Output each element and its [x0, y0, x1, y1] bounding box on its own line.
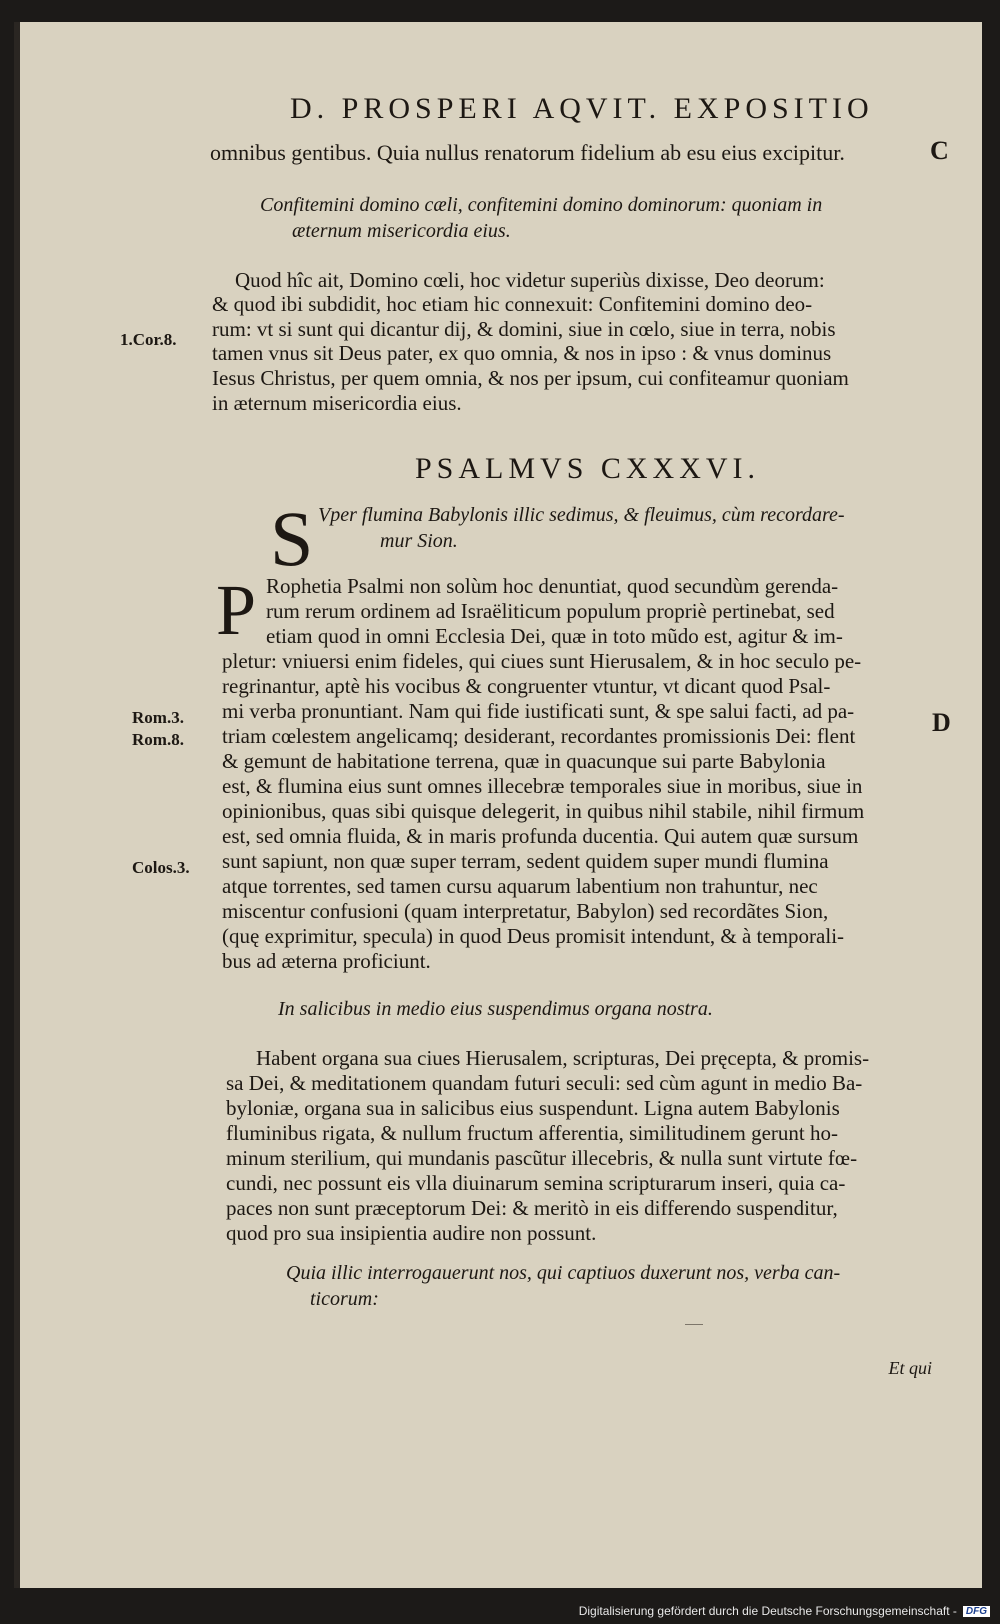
text-line: est, & flumina eius sunt omnes illecebræ temporales siue in moribus, siue in — [222, 774, 863, 798]
text-line: byloniæ, organa sua in salicibus eius suspendunt. Ligna autem Babylonis — [226, 1096, 840, 1120]
verse-line: mur Sion. — [380, 530, 458, 552]
text-line: opinionibus, quas sibi quisque delegerit, in quibus nihil stabile, nihil firmum — [222, 799, 865, 823]
text-line: etiam quod in omni Ecclesia Dei, quæ in toto mũdo est, agitur & im- — [266, 624, 843, 648]
text-line: Habent organa sua ciues Hierusalem, scripturas, Dei pręcepta, & promis- — [256, 1046, 870, 1070]
rule-mark — [685, 1324, 703, 1325]
text-line: fluminibus rigata, & nullum fructum afferentia, similitudinem gerunt ho- — [226, 1121, 838, 1145]
text-line: & quod ibi subdidit, hoc etiam hic connexuit: Confitemini domino deo- — [212, 292, 813, 316]
verse-line: Vper flumina Babylonis illic sedimus, & fleuimus, cùm recordare- — [318, 504, 845, 526]
text-line: bus ad æterna proficiunt. — [222, 949, 431, 973]
text-line: (quę exprimitur, specula) in quod Deus promisit intendunt, & à temporali- — [222, 924, 845, 948]
text-line: mi verba pronuntiant. Nam qui fide iustificati sunt, & spe salui facti, ad pa- — [222, 699, 855, 723]
text-line: cundi, nec possunt eis vlla diuinarum semina scripturarum inseri, quia ca- — [226, 1171, 846, 1195]
text-line: sa Dei, & meditationem quandam futuri seculi: sed cùm agunt in medio Ba- — [226, 1071, 863, 1095]
text-line: minum sterilium, qui mundanis pascũtur illecebris, & nulla sunt virtute fœ- — [226, 1146, 858, 1170]
text-line: pletur: vniuersi enim fideles, qui ciues sunt Hierusalem, & in hoc seculo pe- — [222, 649, 862, 673]
text-line: regrinantur, aptè his vocibus & congruenter vtuntur, vt dicant quod Psal- — [222, 674, 831, 698]
text-line: paces non sunt præceptorum Dei: & meritò in eis differendo suspenditur, — [226, 1196, 838, 1220]
text-line: triam cœlestem angelicamq; desiderant, recordantes promissionis Dei: flent — [222, 724, 856, 748]
catchword: Et qui — [888, 1358, 932, 1378]
text-line: est, sed omnia fluida, & in maris profunda ducentia. Qui autem quæ sursum — [222, 824, 859, 848]
text-line: rum: vt si sunt qui dicantur dij, & domini, siue in cœlo, siue in terra, nobis — [212, 317, 836, 341]
digitization-footer — [579, 1604, 990, 1618]
verse-line: Quia illic interrogauerunt nos, qui captiuos duxerunt nos, verba can- — [286, 1262, 841, 1284]
text-line: rum rerum ordinem ad Israëliticum populum propriè pertinebat, sed — [266, 599, 835, 623]
text-line: miscentur confusioni (quam interpretatur, Babylon) sed recordãtes Sion, — [222, 899, 829, 923]
psalm-title: PSALMVS CXXXVI. — [415, 452, 761, 485]
text-line: quod pro sua insipientia audire non possunt. — [226, 1221, 597, 1245]
opening-line: omnibus gentibus. Quia nullus renatorum fidelium ab esu eius excipitur. — [210, 140, 845, 165]
marginal-note-rom3: Rom.3. — [132, 708, 184, 727]
text-line: tamen vnus sit Deus pater, ex quo omnia, & nos in ipso : & vnus dominus — [212, 341, 832, 365]
book-page — [14, 22, 982, 1588]
verse-line: Confitemini domino cæli, confitemini domino dominorum: quoniam in — [260, 194, 823, 216]
marginal-note-1cor8: 1.Cor.8. — [120, 330, 177, 349]
text-line: & gemunt de habitatione terrena, quæ in quacunque sui parte Babylonia — [222, 749, 826, 773]
dfg-logo: DFG — [963, 1606, 990, 1617]
text-line: Quod hîc ait, Domino cœli, hoc videtur superiùs dixisse, Deo deorum: — [235, 268, 825, 292]
footer-text: Digitalisierung gefördert durch die Deutsche Forschungsgemeinschaft - — [578, 1604, 957, 1618]
margin-letter-d: D — [932, 708, 951, 737]
verse-line: ticorum: — [310, 1288, 379, 1310]
drop-cap-p: P — [216, 570, 257, 650]
marginal-note-colos3: Colos.3. — [132, 858, 190, 877]
text-line: sunt sapiunt, non quæ super terram, sedent quidem super mundi flumina — [222, 849, 829, 873]
drop-cap-s: S — [270, 495, 314, 582]
margin-letter-c: C — [930, 136, 949, 165]
text-line: Iesus Christus, per quem omnia, & nos per ipsum, cui confiteamur quoniam — [212, 366, 849, 390]
marginal-note-rom8: Rom.8. — [132, 730, 184, 749]
running-head: D. PROSPERI AQVIT. EXPOSITIO — [290, 92, 874, 125]
text-line: in æternum misericordia eius. — [212, 391, 462, 415]
text-line: atque torrentes, sed tamen cursu aquarum labentium non trahuntur, nec — [222, 874, 818, 898]
verse-line: In salicibus in medio eius suspendimus organa nostra. — [278, 998, 713, 1020]
verse-line: æternum misericordia eius. — [292, 220, 511, 242]
text-line: Rophetia Psalmi non solùm hoc denuntiat, quod secundùm gerenda- — [266, 574, 839, 598]
